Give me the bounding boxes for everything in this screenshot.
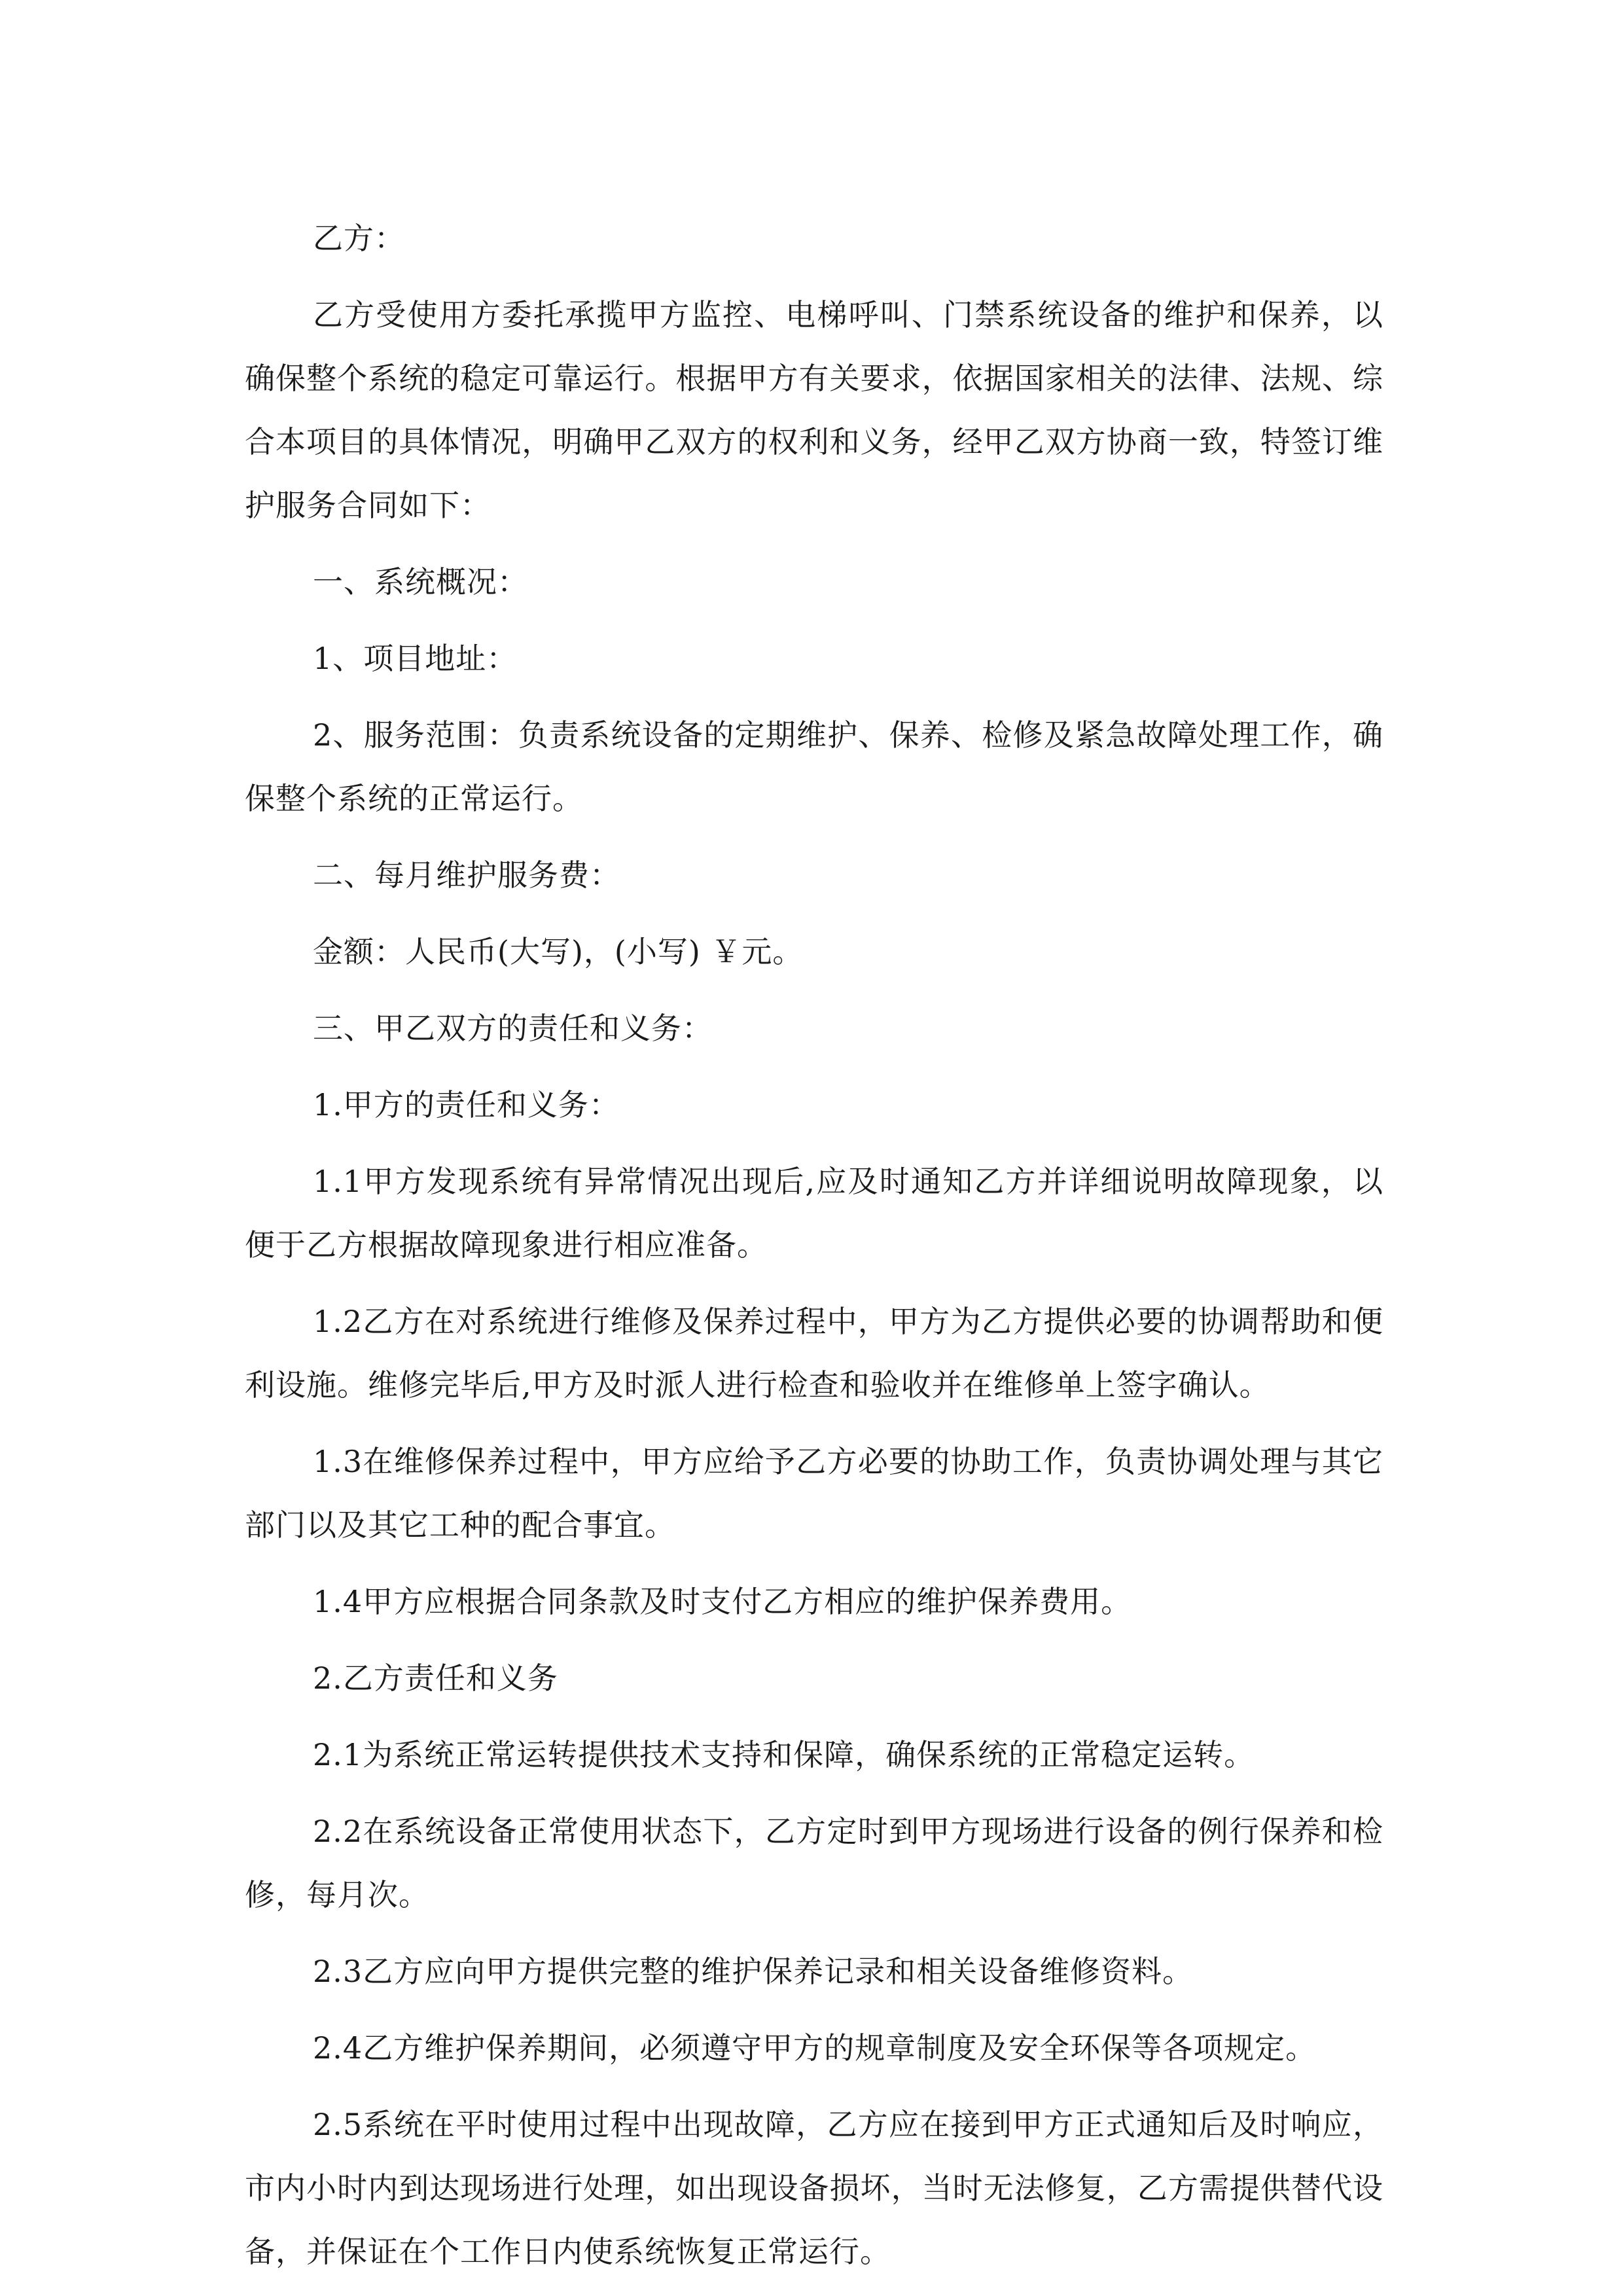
document-page: [245, 207, 1383, 2284]
preamble-paragraph: 乙方受使用方委托承揽甲方监控、电梯呼叫、门禁系统设备的维护和保养，以确保整个系统的稳定可靠运行。根据甲方有关要求，依据国家相关的法律、法规、综合本项目的具体情况，明确甲乙双方的权利和义务，经甲乙双方协商一致，特签订维护服务合同如下：: [245, 297, 1383, 523]
project-address-item: 1、项目地址：: [313, 641, 518, 676]
clause-2-2: 2.2在系统设备正常使用状态下，乙方定时到甲方现场进行设备的例行保养和检修，每月次。: [245, 1814, 1383, 1912]
section-2-heading: 二、每月维护服务费：: [313, 857, 620, 893]
clause-1-4: 1.4甲方应根据合同条款及时支付乙方相应的维护保养费用。: [313, 1584, 1132, 1619]
service-scope-item: 2、服务范围：负责系统设备的定期维护、保养、检修及紧急故障处理工作，确保整个系统的正常运行。: [245, 717, 1383, 816]
amount-line: 金额：人民币(大写)，(小写) ￥元。: [313, 934, 804, 969]
clause-2-5: 2.5系统在平时使用过程中出现故障，乙方应在接到甲方正式通知后及时响应，市内小时内到达现场进行处理，如出现设备损坏，当时无法修复，乙方需提供替代设备，并保证在个工作日内使系统恢复正常运行。: [245, 2107, 1383, 2269]
party-b-duties-heading: 2.乙方责任和义务: [313, 1660, 558, 1696]
section-3-heading: 三、甲乙双方的责任和义务：: [313, 1011, 713, 1046]
clause-1-1: 1.1甲方发现系统有异常情况出现后,应及时通知乙方并详细说明故障现象，以便于乙方根据故障现象进行相应准备。: [245, 1164, 1383, 1263]
clause-2-4: 2.4乙方维护保养期间，必须遵守甲方的规章制度及安全环保等各项规定。: [313, 2030, 1317, 2066]
party-b-label: 乙方：: [313, 221, 405, 256]
clause-1-2: 1.2乙方在对系统进行维修及保养过程中，甲方为乙方提供必要的协调帮助和便利设施。维修完毕后,甲方及时派人进行检查和验收并在维修单上签字确认。: [245, 1304, 1383, 1403]
clause-2-1: 2.1为系统正常运转提供技术支持和保障，确保系统的正常稳定运转。: [313, 1737, 1255, 1772]
section-1-heading: 一、系统概况：: [313, 564, 528, 600]
clause-1-3: 1.3在维修保养过程中，甲方应给予乙方必要的协助工作，负责协调处理与其它部门以及其它工种的配合事宜。: [245, 1444, 1383, 1543]
party-a-duties-heading: 1.甲方的责任和义务：: [313, 1087, 620, 1122]
clause-2-3: 2.3乙方应向甲方提供完整的维护保养记录和相关设备维修资料。: [313, 1954, 1194, 1989]
